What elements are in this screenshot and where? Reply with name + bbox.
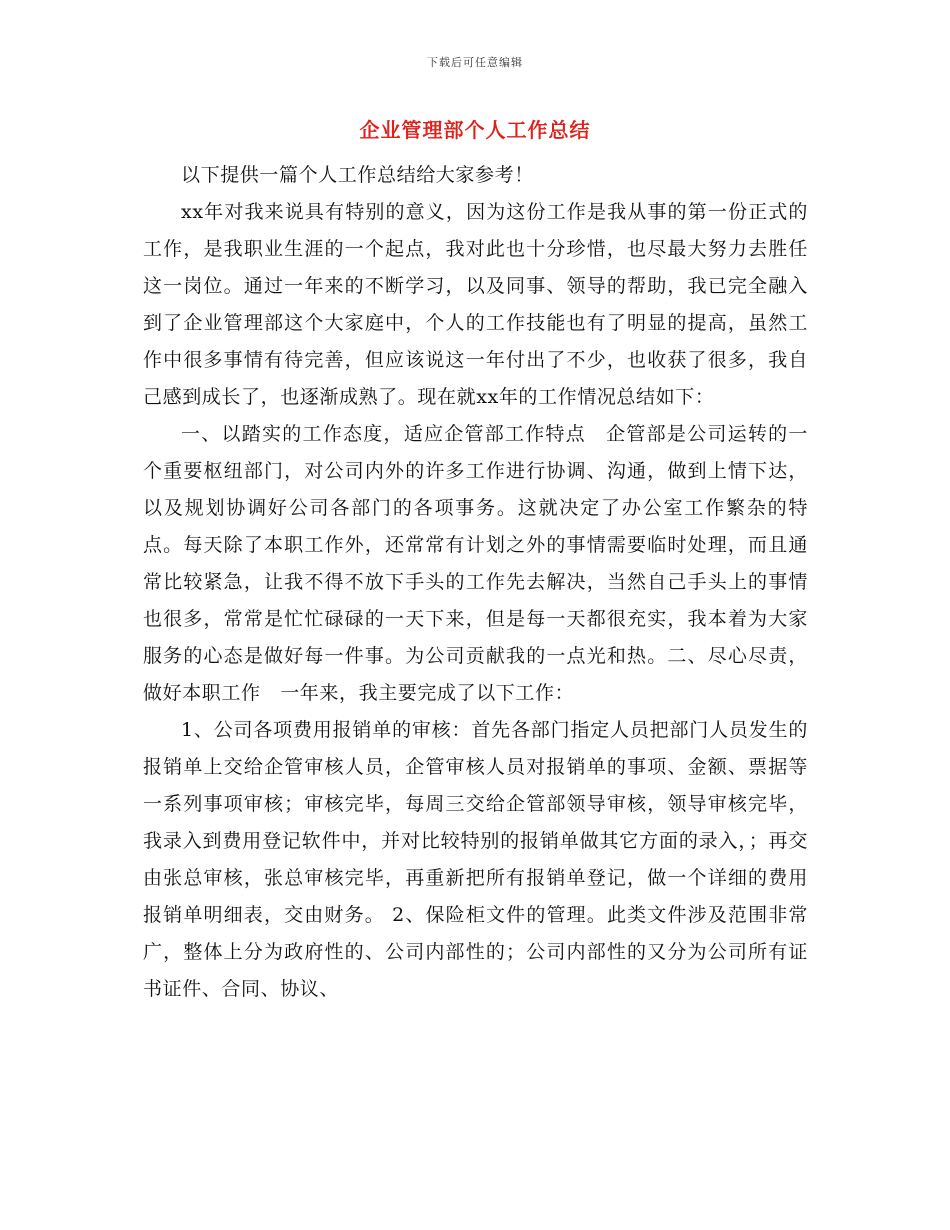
document-body [143,157,808,1008]
paragraph-section-one: 一、以踏实的工作态度，适应企管部工作特点 企管部是公司运转的一个重要枢纽部门，对公司内外的许多工作进行协调、沟通，做到上情下达，以及规划协调好公司各部门的各项事务。这就决定了办公室工作繁杂的特点。每天除了本职工作外，还常常有计划之外的事情需要临时处理，而且通常比较紧急，让我不得不放下手头的工作先去解决，当然自己手头上的事情也很多，常常是忙忙碌碌的一天下来，但是每一天都很充实，我本着为大家服务的心态是做好每一件事。为公司贡献我的一点光和热。二、尽心尽责，做好本职工作 一年来，我主要完成了以下工作： [143,423,808,704]
paragraph-work-items: 1、公司各项费用报销单的审核：首先各部门指定人员把部门人员发生的报销单上交给企管审核人员，企管审核人员对报销单的事项、金额、票据等一系列事项审核；审核完毕，每周三交给企管部领导审核，领导审核完毕，我录入到费用登记软件中，并对比较特别的报销单做其它方面的录入，；再交由张总审核，张总审核完毕，再重新把所有报销单登记，做一个详细的费用报销单明细表，交由财务。 2、保险柜文件的管理。此类文件涉及范围非常广，整体上分为政府性的、公司内部性的；公司内部性的又分为公司所有证书证件、合同、协议、 [143,719,808,1000]
header-note: 下载后可任意编辑 [427,56,523,69]
paragraph-intro: 以下提供一篇个人工作总结给大家参考！ [181,164,534,186]
paragraph-overview: xx年对我来说具有特别的意义，因为这份工作是我从事的第一份正式的工作，是我职业生涯的一个起点，我对此也十分珍惜，也尽最大努力去胜任这一岗位。通过一年来的不断学习，以及同事、领导的帮助，我已完全融入到了企业管理部这个大家庭中，个人的工作技能也有了明显的提高，虽然工作中很多事情有待完善，但应该说这一年付出了不少，也收获了很多，我自己感到成长了，也逐渐成熟了。现在就xx年的工作情况总结如下： [143,201,808,408]
document-title: 企业管理部个人工作总结 [359,118,591,142]
